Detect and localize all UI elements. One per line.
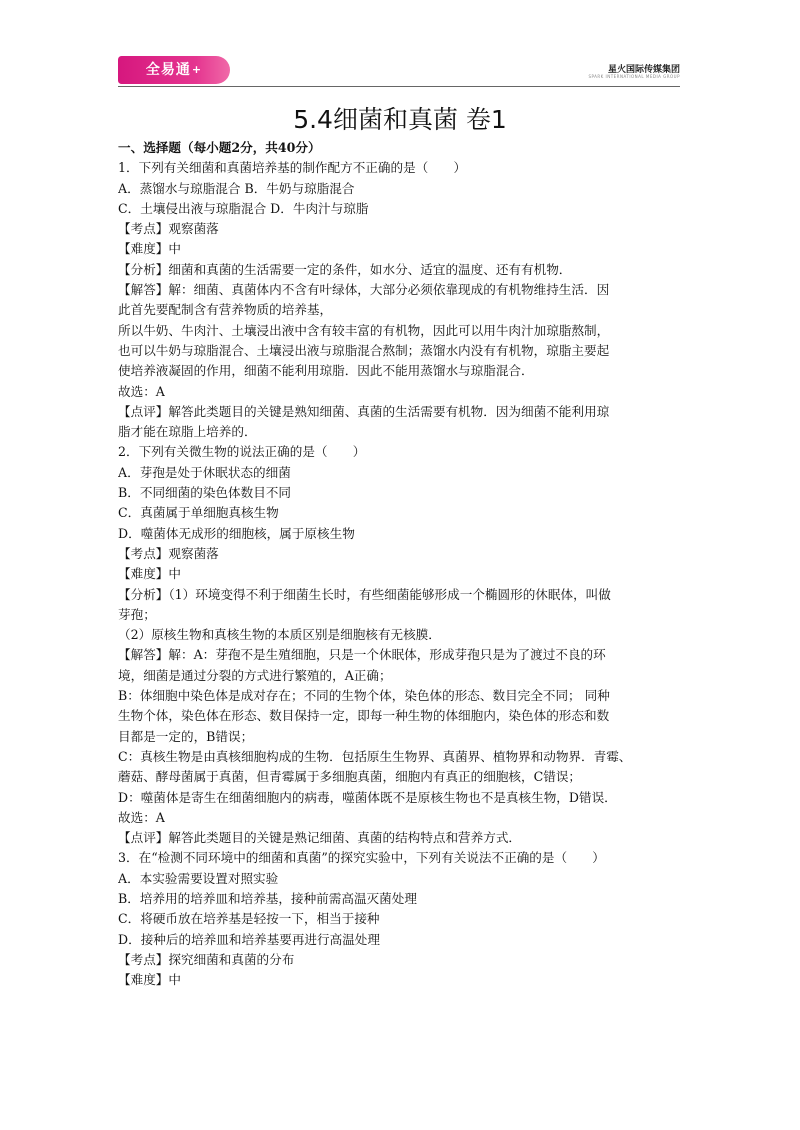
text-line: C．土壤侵出液与琼脂混合 D．牛肉汁与琼脂 <box>118 200 369 216</box>
section-heading: 一、选择题（每小题2分，共40分） <box>118 140 321 155</box>
page-title: 5.4细菌和真菌 卷1 <box>293 105 507 134</box>
text-line: C：真核生物是由真核细胞构成的生物．包括原生生物界、真菌界、植物界和动物界．青霉、 <box>118 748 632 764</box>
text-line: C．真菌属于单细胞真核生物 <box>118 505 279 521</box>
text-line: B．培养用的培养皿和培养基，接种前需高温灭菌处理 <box>118 890 417 906</box>
text-line: D．接种后的培养皿和培养基要再进行高温处理 <box>118 931 380 947</box>
text-line: 【解答】解：A：芽孢不是生殖细胞，只是一个休眠体，形成芽孢只是为了渡过不良的环 <box>118 647 606 663</box>
text-line: 【考点】观察菌落 <box>118 545 219 561</box>
text-line: 【难度】中 <box>118 972 181 988</box>
text-line: A．芽孢是处于休眠状态的细菌 <box>118 464 291 480</box>
text-line: （2）原核生物和真核生物的本质区别是细胞核有无核膜． <box>118 627 441 643</box>
text-line: B．不同细菌的染色体数目不同 <box>118 485 291 501</box>
text-line: A．本实验需要设置对照实验 <box>118 870 279 886</box>
text-line: 【难度】中 <box>118 241 181 257</box>
text-line: 芽孢； <box>118 606 156 622</box>
text-line: 故选：A <box>118 383 165 399</box>
text-line: 脂才能在琼脂上培养的． <box>118 424 257 440</box>
text-line: 使培养液凝固的作用，细菌不能利用琼脂．因此不能用蒸馏水与琼脂混合． <box>118 363 534 379</box>
text-line: 【分析】（1）环境变得不利于细菌生长时，有些细菌能够形成一个椭圆形的休眠体，叫做 <box>118 586 611 602</box>
logo-text: 全易通 <box>145 62 191 78</box>
text-line: 此首先要配制含有营养物质的培养基， <box>118 302 333 318</box>
text-line: 境，细菌是通过分裂的方式进行繁殖的，A正确； <box>118 667 392 683</box>
publisher-subtitle: SPARK INTERNATIONAL MEDIA GROUP <box>588 74 680 79</box>
text-line: A．蒸馏水与琼脂混合 B．牛奶与琼脂混合 <box>118 180 355 196</box>
logo-plus: + <box>191 63 203 76</box>
text-line: 【解答】解：细菌、真菌体内不含有叶绿体，大部分必须依靠现成的有机物维持生活．因 <box>118 282 610 298</box>
text-line: 生物个体，染色体在形态、数目保持一定，即每一种生物的体细胞内，染色体的形态和数 <box>118 708 610 724</box>
text-line: 【考点】探究细菌和真菌的分布 <box>118 951 295 967</box>
text-line: B：体细胞中染色体是成对存在；不同的生物个体，染色体的形态、数目完全不同； 同种 <box>118 688 610 704</box>
text-line: 【难度】中 <box>118 566 181 582</box>
text-line: 【点评】解答此类题目的关键是熟知细菌、真菌的生活需要有机物．因为细菌不能利用琼 <box>118 403 610 419</box>
text-line: 1．下列有关细菌和真菌培养基的制作配方不正确的是（ ） <box>118 160 467 176</box>
header-divider <box>118 86 680 87</box>
text-line: 蘑菇、酵母菌属于真菌，但青霉属于多细胞真菌，细胞内有真正的细胞核，C错误； <box>118 769 582 785</box>
text-line: 故选：A <box>118 809 165 825</box>
text-line: C．将硬币放在培养基是轻按一下，相当于接种 <box>118 911 380 927</box>
text-line: 【考点】观察菌落 <box>118 221 219 237</box>
text-line: D．噬菌体无成形的细胞核，属于原核生物 <box>118 525 355 541</box>
text-line: 2．下列有关微生物的说法正确的是（ ） <box>118 444 366 460</box>
text-line: 所以牛奶、牛肉汁、土壤浸出液中含有较丰富的有机物，因此可以用牛肉汁加琼脂熬制， <box>118 322 610 338</box>
text-line: 目都是一定的，B错误； <box>118 728 254 744</box>
text-line: 3．在“检测不同环境中的细菌和真菌”的探究实验中，下列有关说法不正确的是（ ） <box>118 850 605 866</box>
text-line: 【点评】解答此类题目的关键是熟记细菌、真菌的结构特点和营养方式． <box>118 830 521 846</box>
text-line: 【分析】细菌和真菌的生活需要一定的条件，如水分、适宜的温度、还有有机物． <box>118 261 572 277</box>
publisher-name: 星火国际传媒集团 <box>607 65 680 75</box>
brand-logo <box>118 56 230 84</box>
page-header <box>118 56 680 88</box>
text-line: D：噬菌体是寄生在细菌细胞内的病毒，噬菌体既不是原核生物也不是真核生物，D错误． <box>118 789 617 805</box>
text-line: 也可以牛奶与琼脂混合、土壤浸出液与琼脂混合熬制；蒸馏水内没有有机物，琼脂主要起 <box>118 342 610 358</box>
document-body <box>118 138 686 990</box>
